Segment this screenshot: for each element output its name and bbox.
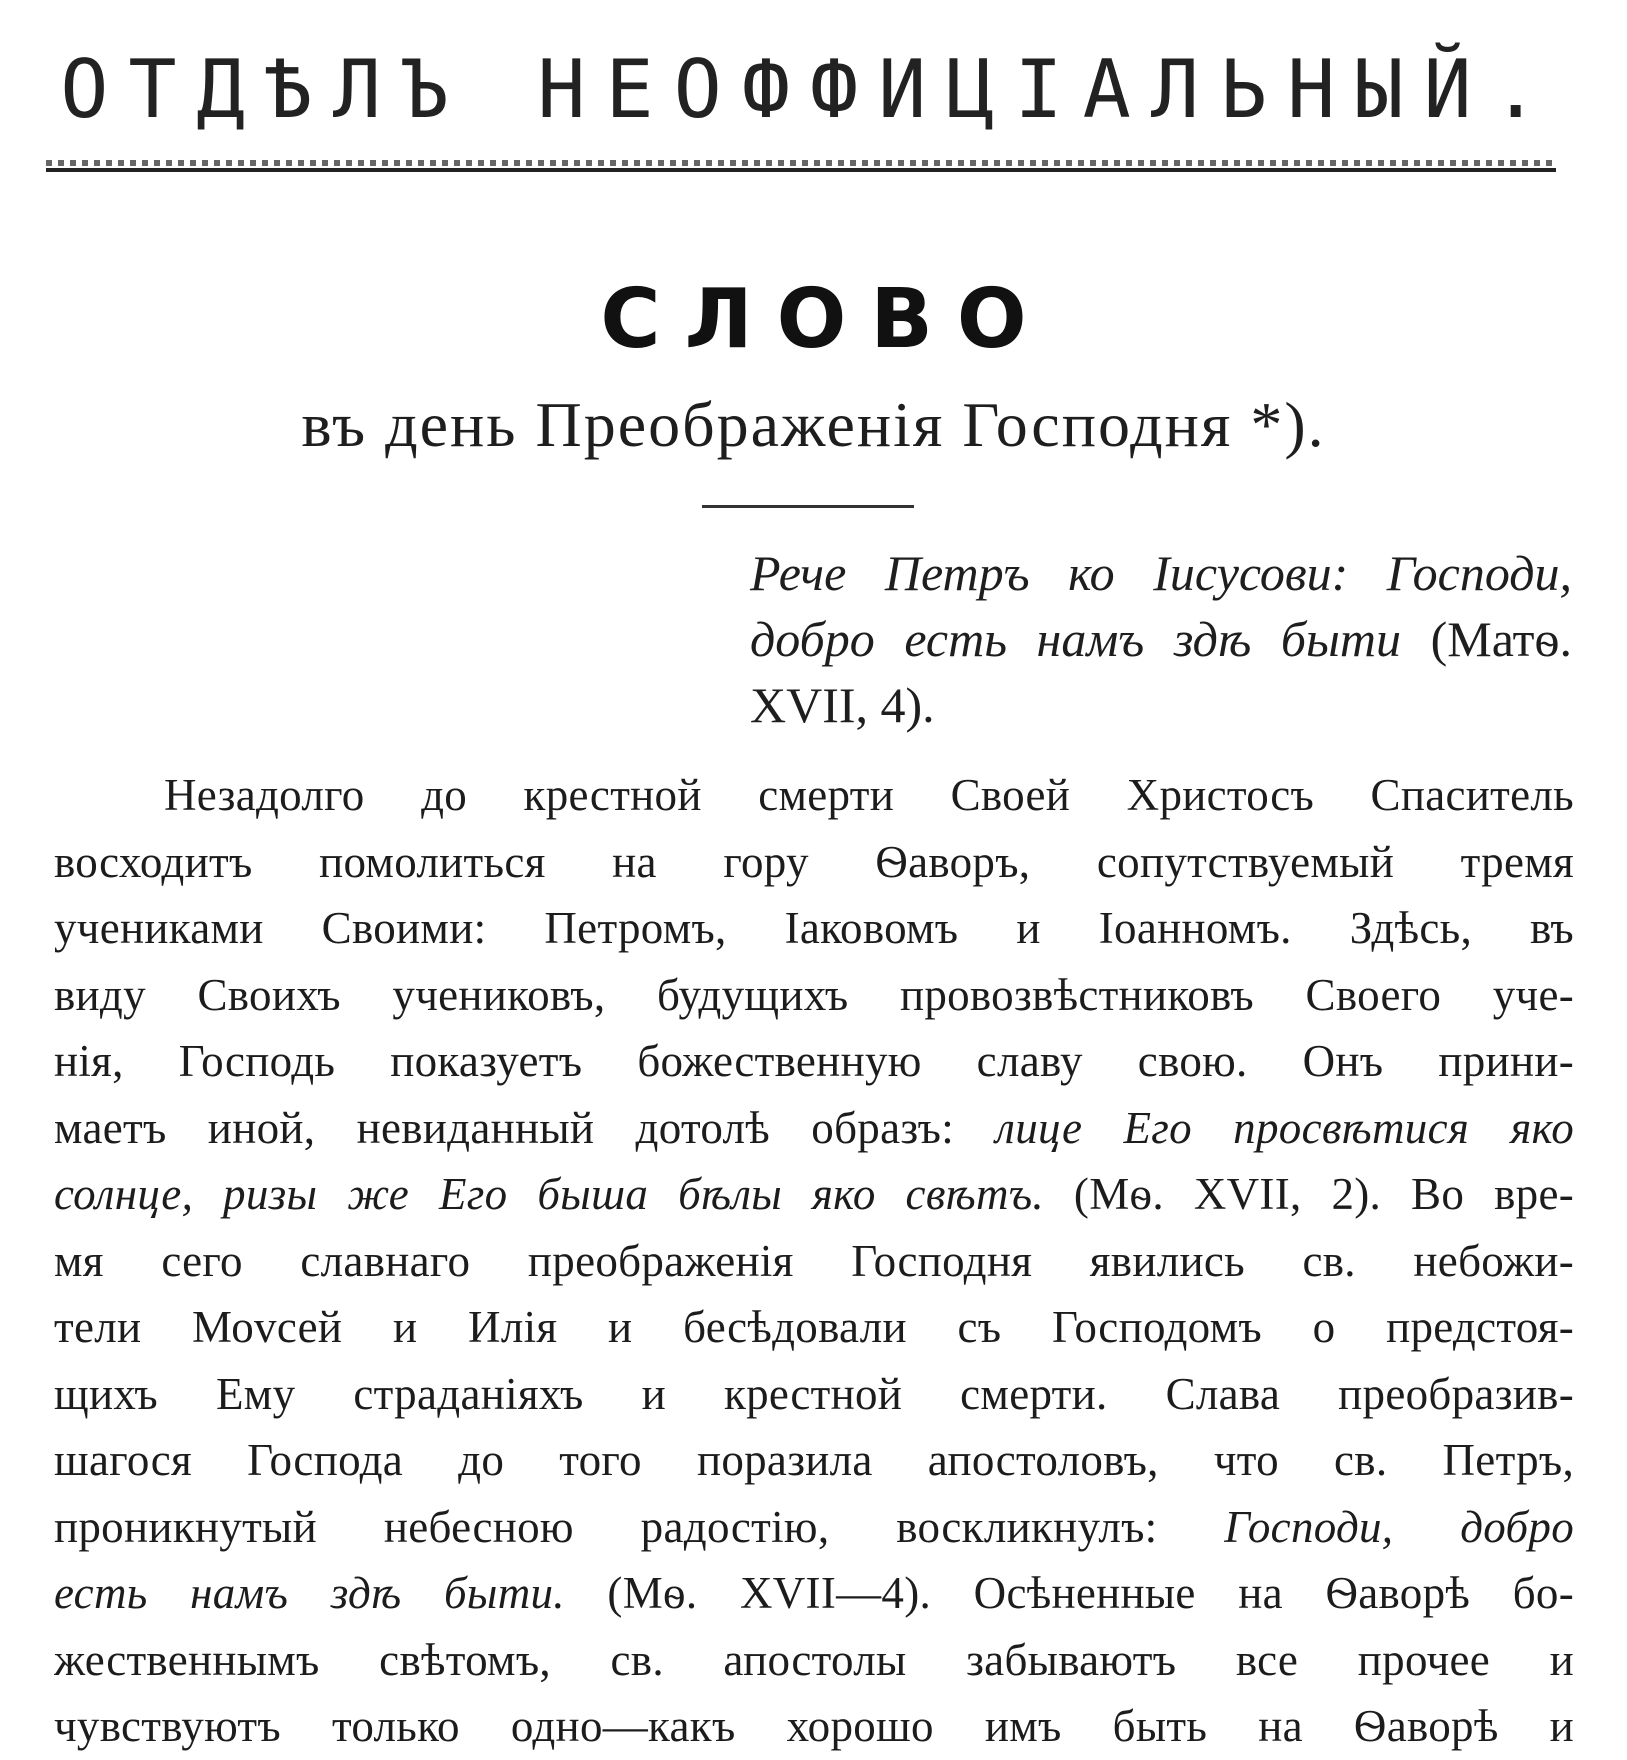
title-divider: [702, 505, 914, 508]
body-line: [54, 895, 1574, 962]
body-text: (Мѳ. XVII, 2). Во вре-: [1044, 1169, 1574, 1219]
body-text: жественнымъ свѣтомъ, св. апостолы забываютъ все прочее и: [54, 1634, 1574, 1685]
body-line: [54, 1028, 1574, 1095]
body-text: восходитъ помолиться на гору Ѳаворъ, сопутствуемый тремя: [54, 836, 1574, 887]
body-italic-text: есть намъ здѣ быти.: [54, 1568, 565, 1618]
header-solid-rule: [46, 168, 1556, 172]
body-text: (Мѳ. XVII—4). Осѣненные на Ѳаворѣ бо-: [564, 1568, 1574, 1618]
body-text: щихъ Ему страданіяхъ и крестной смерти. Слава преобразив-: [54, 1368, 1574, 1419]
body-line: [54, 962, 1574, 1029]
body-line: [54, 1228, 1574, 1295]
epigraph-reference: (Матѳ. XVII, 4).: [750, 611, 1572, 733]
body-line: [54, 1693, 1574, 1760]
body-text: учениками Своими: Петромъ, Іаковомъ и Іоанномъ. Здѣсь, въ: [54, 903, 1574, 953]
body-text: тели Моvсей и Илія и бесѣдовали съ Господомъ о предстоя-: [54, 1302, 1574, 1352]
body-text: маетъ иной, невиданный дотолѣ образъ:: [54, 1102, 996, 1153]
body-italic-text: солнце, ризы же Его быша бѣлы яко свѣтъ.: [54, 1169, 1044, 1219]
article-subtitle: въ день Преображенія Господня *).: [301, 389, 1326, 460]
body-line: [54, 1294, 1574, 1361]
body-text: проникнутый небесною радостію, воскликнулъ:: [54, 1501, 1225, 1552]
header-double-rule: [46, 160, 1556, 174]
body-text: Незадолго до крестной смерти Своей Христосъ Спаситель: [164, 770, 1574, 820]
body-italic-text: Господи, добро: [1224, 1501, 1574, 1552]
section-header: ОТДѢЛЪ НЕОФФИЦІАЛЬНЫЙ.: [60, 43, 1560, 136]
epigraph-quote: Рече Петръ ко Іисусови: Господи, добро есть намъ здѣ быти: [750, 545, 1572, 667]
body-line: [54, 829, 1574, 896]
body-text: мя сего славнаго преображенія Господня явились св. небожи-: [54, 1235, 1574, 1286]
body-text: шагося Господа до того поразила апостоловъ, что св. Петръ,: [54, 1435, 1574, 1485]
body-italic-text: лице Его просвѣтися яко: [995, 1102, 1574, 1153]
article-body: [54, 762, 1574, 1760]
body-text: виду Своихъ учениковъ, будущихъ провозвѣстниковъ Своего уче-: [54, 969, 1574, 1020]
body-line: [54, 1161, 1574, 1228]
body-text: чувствуютъ только одно—какъ хорошо имъ быть на Ѳаворѣ и: [54, 1701, 1574, 1751]
body-line: [54, 1427, 1574, 1494]
body-line: [54, 1627, 1574, 1694]
body-line: [54, 1361, 1574, 1428]
body-line: [54, 1095, 1574, 1162]
body-line: [54, 1494, 1574, 1561]
header-wavy-rule: [46, 160, 1556, 166]
epigraph: [750, 540, 1572, 738]
body-line: [54, 762, 1574, 829]
article-title: СЛОВО: [600, 272, 1051, 367]
body-text: нія, Господь показуетъ божественную славу свою. Онъ прини-: [54, 1036, 1574, 1086]
body-line: [54, 1560, 1574, 1627]
